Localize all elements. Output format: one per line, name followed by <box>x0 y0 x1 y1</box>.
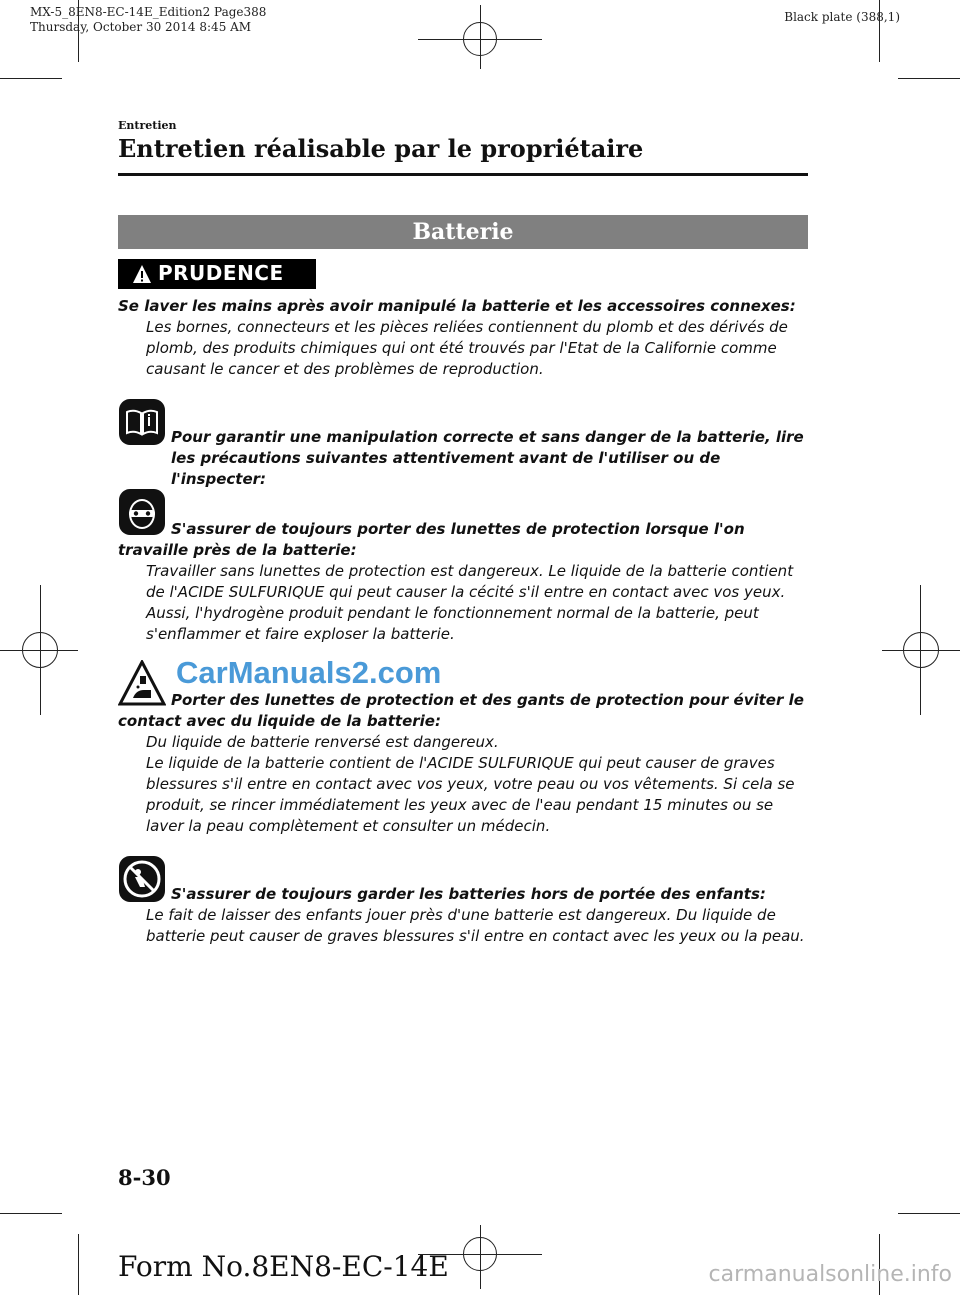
note-goggles-heading <box>118 519 808 561</box>
warning-triangle-icon <box>132 264 152 284</box>
section-banner: Batterie <box>118 215 808 249</box>
caution-text: Les bornes, connecteurs et les pièces reliées contiennent du plomb et des dérivés de plomb, des produits chimiques qui ont été trouvés par l'Etat de la Californie comme causant le cancer et des problèmes de reproduction. <box>146 318 788 378</box>
note-book <box>118 427 808 490</box>
form-number: Form No.8EN8-EC-14E <box>118 1250 449 1283</box>
note-acid-text2: Le liquide de la batterie contient de l'ACIDE SULFURIQUE qui peut causer de graves blessures s'il entre en contact avec vos yeux, votre peau ou vos vêtements. Si cela se produit, se rincer immédiatement les yeux avec de l'eau pendant 15 minutes ou se laver la peau complètement et consulter un médecin. <box>146 754 795 835</box>
note-children-text: Le fait de laisser des enfants jouer près d'une batterie est dangereux. Du liquide de batterie peut causer de graves blessures s'il entre en contact avec les yeux ou la peau. <box>146 906 805 945</box>
plate-label: Black plate (388,1) <box>784 10 900 24</box>
caution-block <box>118 296 808 380</box>
note-book-heading-text: Pour garantir une manipulation correcte et sans danger de la batterie, lire les précautions suivantes attentivement avant de l'utiliser ou de l'inspecter: <box>171 428 804 488</box>
chapter-title: Entretien réalisable par le propriétaire <box>118 134 644 163</box>
site-watermark: carmanualsonline.info <box>708 1262 952 1287</box>
carmanuals-watermark: CarManuals2.com <box>176 655 442 690</box>
print-meta-line2: Thursday, October 30 2014 8:45 AM <box>30 20 252 34</box>
caution-label: PRUDENCE <box>158 261 284 285</box>
print-meta-line1: MX-5_8EN8-EC-14E_Edition2 Page388 <box>30 5 267 19</box>
note-children-heading <box>118 884 808 905</box>
note-goggles-heading-text: S'assurer de toujours porter des lunettes de protection lorsque l'on travaille près de la batterie: <box>118 520 745 559</box>
note-acid-heading-text: Porter des lunettes de protection et des gants de protection pour éviter le contact avec du liquide de la batterie: <box>118 691 804 730</box>
note-acid <box>118 690 808 837</box>
section-label: Entretien <box>118 119 177 132</box>
caution-badge <box>118 259 316 289</box>
note-goggles-text: Travailler sans lunettes de protection est dangereux. Le liquide de la batterie contient de l'ACIDE SULFURIQUE qui peut causer la cécité s'il entre en contact avec vos yeux. Aussi, l'hydrogène produit pendant le fonctionnement normal de la batterie, peut s'enflammer et faire exploser la batterie. <box>146 562 794 643</box>
note-children-heading-text: S'assurer de toujours garder les batteries hors de portée des enfants: <box>171 885 766 903</box>
print-metadata <box>30 5 266 35</box>
note-book-heading <box>118 427 808 490</box>
caution-heading: Se laver les mains après avoir manipulé la batterie et les accessoires connexes: <box>118 297 796 315</box>
note-acid-heading <box>118 690 808 732</box>
note-children <box>118 884 808 947</box>
note-acid-text1: Du liquide de batterie renversé est dangereux. <box>146 733 499 751</box>
page-number: 8-30 <box>118 1165 171 1190</box>
chapter-rule <box>118 173 808 176</box>
note-goggles <box>118 519 808 645</box>
